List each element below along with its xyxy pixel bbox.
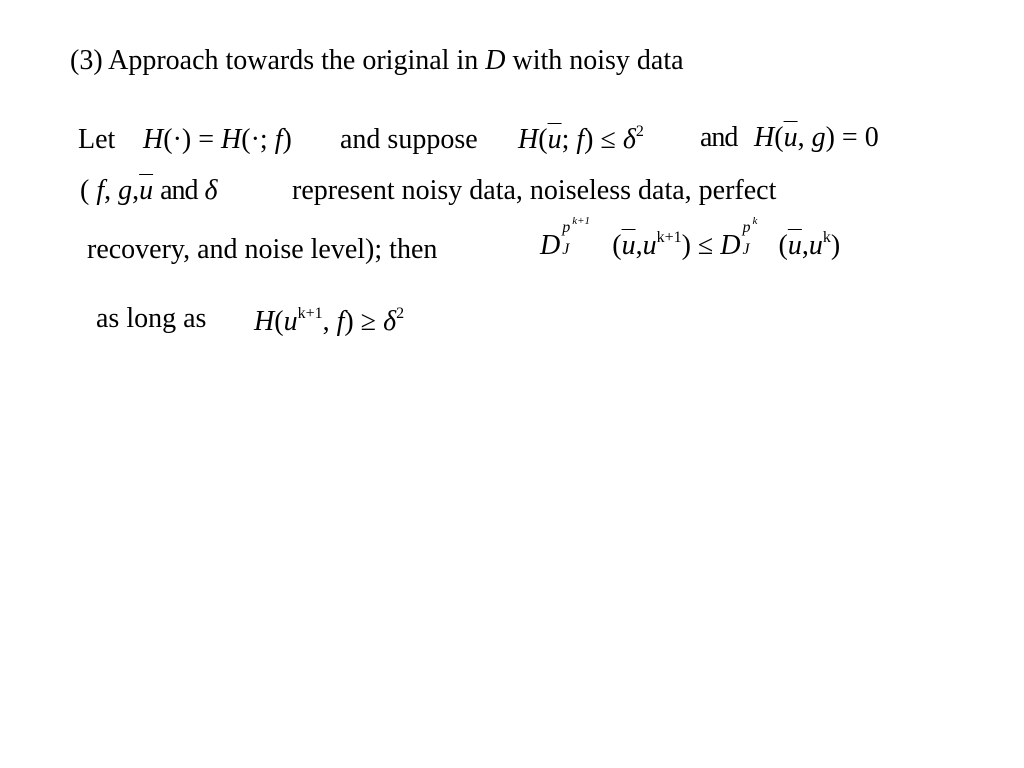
title-variable: D <box>485 45 506 76</box>
variables-formula: ( f, $g,\overline{u}$ and δ <box>80 175 218 206</box>
represent-text: represent noisy data, noiseless data, perfect <box>292 175 777 206</box>
title-suffix: with noisy data <box>505 45 684 76</box>
slide-title <box>70 47 684 75</box>
recovery-text: recovery, and noise level); then <box>87 234 438 265</box>
bregman-inequality: D p k+1 J $(\overline{u},u^{k+1}) \le D$ p k J $(\overline{u},u^k)$ <box>540 215 841 261</box>
let-label: Let <box>78 124 116 155</box>
noise-bound-formula: $H(\overline{u}$; $f) \le \delta^2$ <box>518 123 644 155</box>
as-long-as-text: as long as <box>96 303 207 334</box>
and-label-1: and <box>700 122 738 153</box>
stopping-condition-formula: $H(u^{k+1}$, $f) \ge \delta^2$ <box>254 305 405 337</box>
and-suppose-label: and suppose <box>340 124 478 155</box>
noiseless-formula: $H(\overline{u}$, g) = 0 <box>754 122 879 153</box>
definition-formula: H(·) = H(·; f) <box>143 124 292 155</box>
title-prefix: (3) Approach towards the original in <box>70 45 486 76</box>
